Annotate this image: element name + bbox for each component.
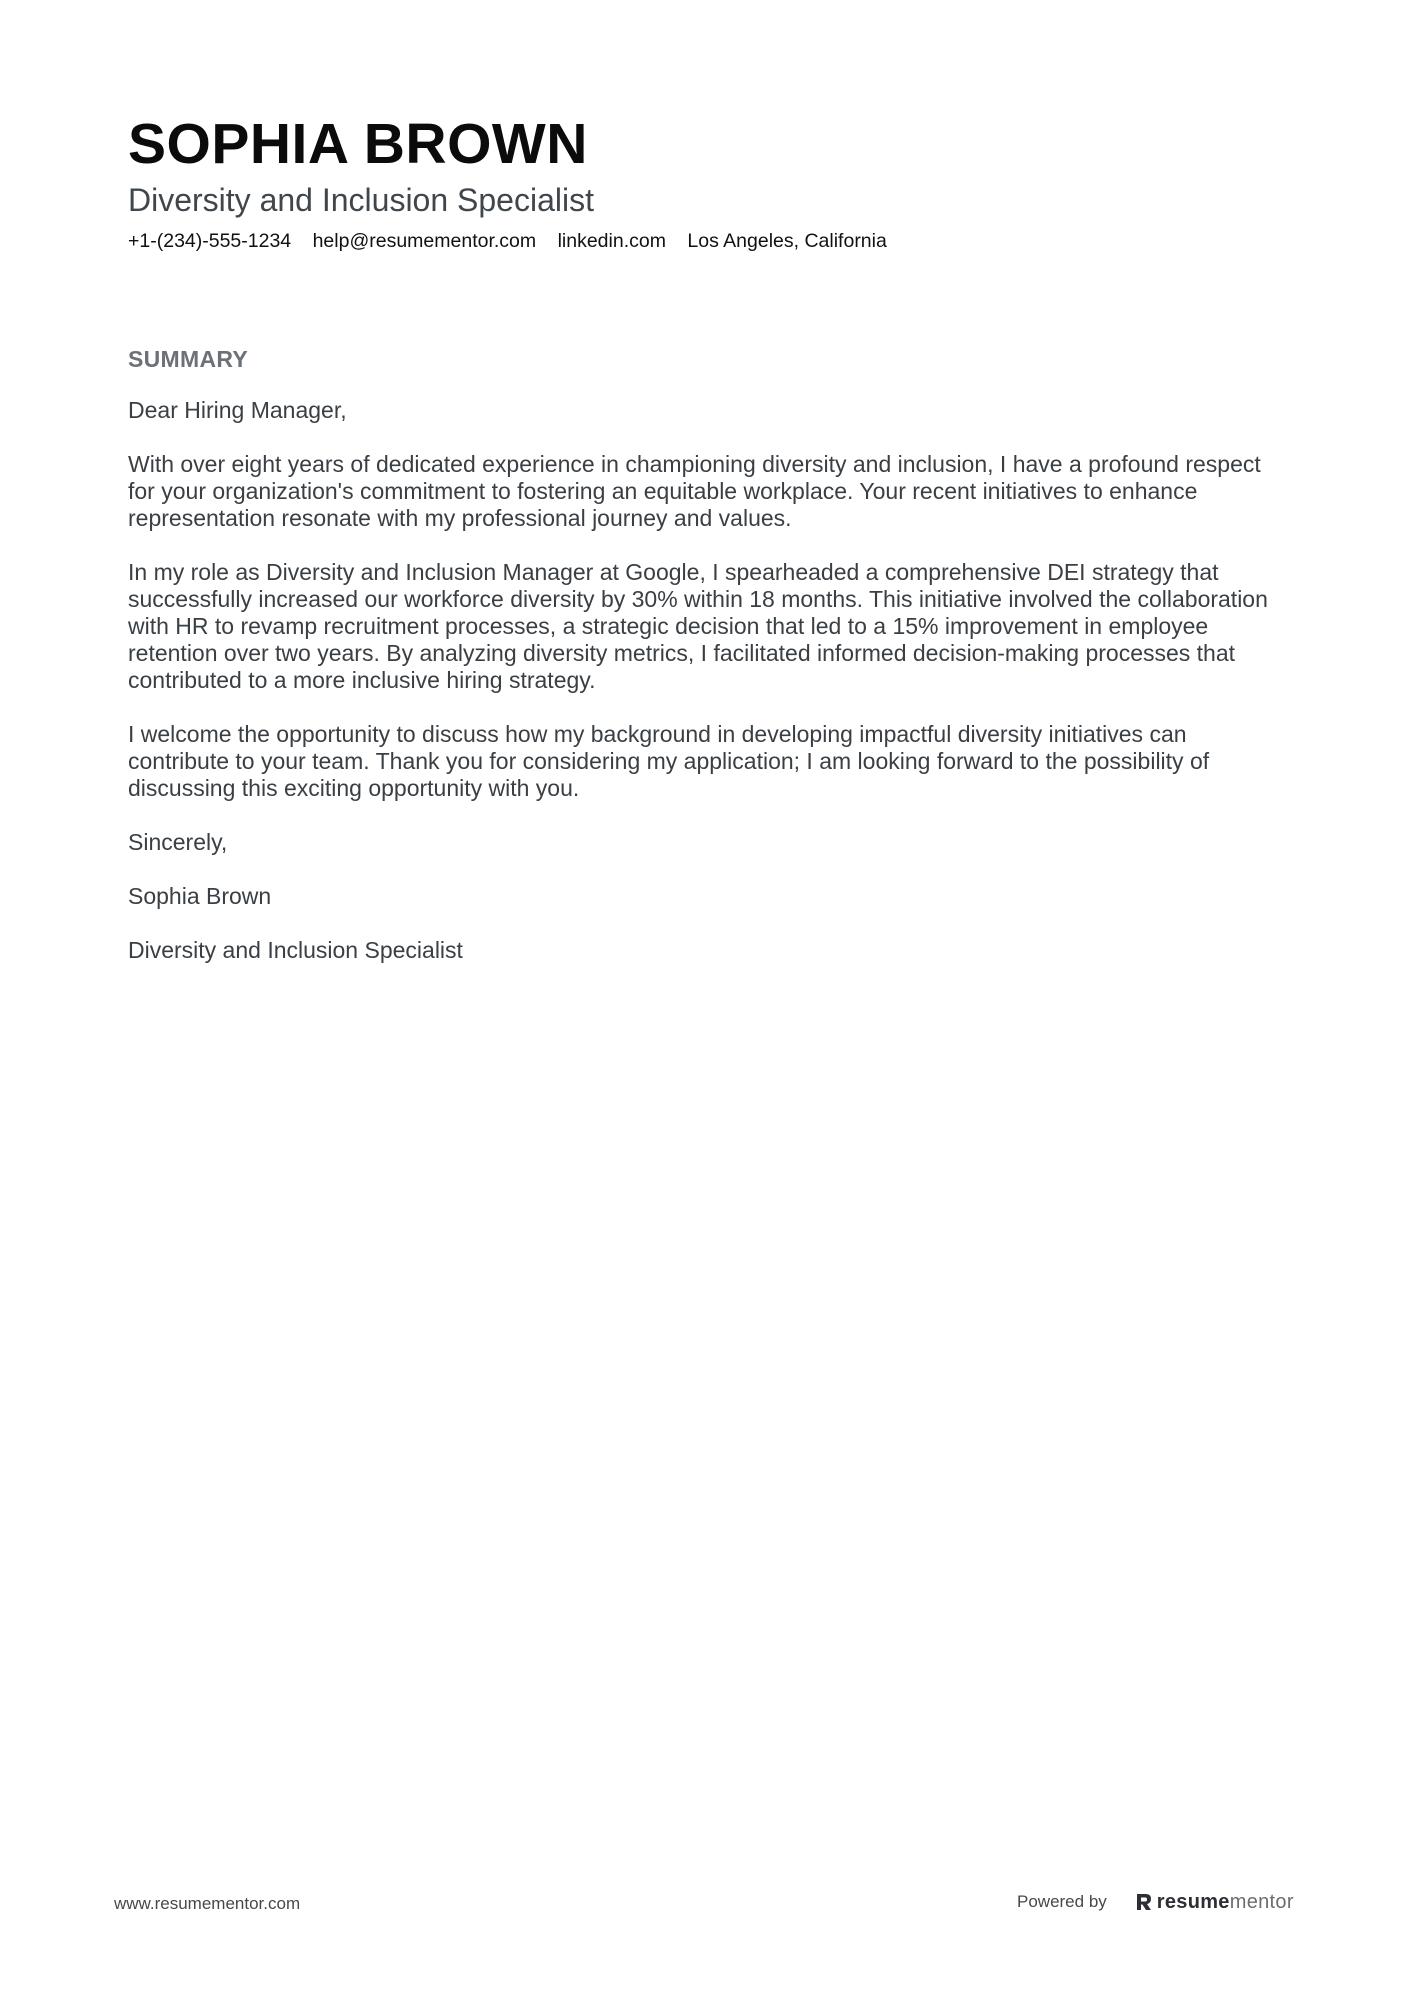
- footer-website[interactable]: www.resumementor.com: [114, 1894, 301, 1913]
- letter-closing: Sincerely,: [128, 829, 228, 855]
- powered-by-label: Powered by: [1017, 1892, 1107, 1911]
- letter-paragraph: In my role as Diversity and Inclusion Manager at Google, I spearheaded a comprehensive DEI strategy that successfully increased our workforce diversity by 30% within 18 months. This initiative involved the collaboration with HR to revamp recruitment processes, a strategic decision that led to a 15% improvement in employee retention over two years. By analyzing diversity metrics, I facilitated informed decision-making processes that contributed to a more inclusive hiring strategy.: [128, 559, 1268, 693]
- footer-branding: [1017, 1888, 1294, 1916]
- letter-paragraph: I welcome the opportunity to discuss how my background in developing impactful diversity initiatives can contribute to your team. Thank you for considering my application; I am looking forward to the possibility of discussing this exciting opportunity with you.: [128, 721, 1210, 801]
- letter-signature-name: Sophia Brown: [128, 883, 272, 909]
- logo-wordmark-light: mentor: [1229, 1890, 1294, 1913]
- resumementor-logo-icon: [1135, 1892, 1153, 1912]
- section-heading-summary: SUMMARY: [128, 346, 249, 372]
- candidate-name: SOPHIA BROWN: [128, 112, 588, 176]
- candidate-title: Diversity and Inclusion Specialist: [128, 182, 594, 218]
- letter-signature-title: Diversity and Inclusion Specialist: [128, 937, 463, 963]
- resumementor-logo[interactable]: [1135, 1891, 1294, 1914]
- cover-letter-body: [128, 397, 1288, 991]
- letter-paragraph: With over eight years of dedicated experience in championing diversity and inclusion, I have a profound respect for your organization's commitment to fostering an equitable workplace. Your recent initiatives to enhance representation resonate with my professional journey and values.: [128, 451, 1261, 531]
- logo-wordmark: [1157, 1891, 1294, 1914]
- contact-linkedin: linkedin.com: [557, 230, 666, 252]
- contact-phone: +1-(234)-555-1234: [128, 230, 292, 252]
- contact-location: Los Angeles, California: [687, 230, 887, 252]
- logo-wordmark-bold: resume: [1156, 1890, 1230, 1913]
- header: [128, 110, 1278, 254]
- letter-salutation: Dear Hiring Manager,: [128, 397, 347, 423]
- contact-line: [128, 228, 1278, 254]
- contact-email: help@resumementor.com: [312, 230, 537, 252]
